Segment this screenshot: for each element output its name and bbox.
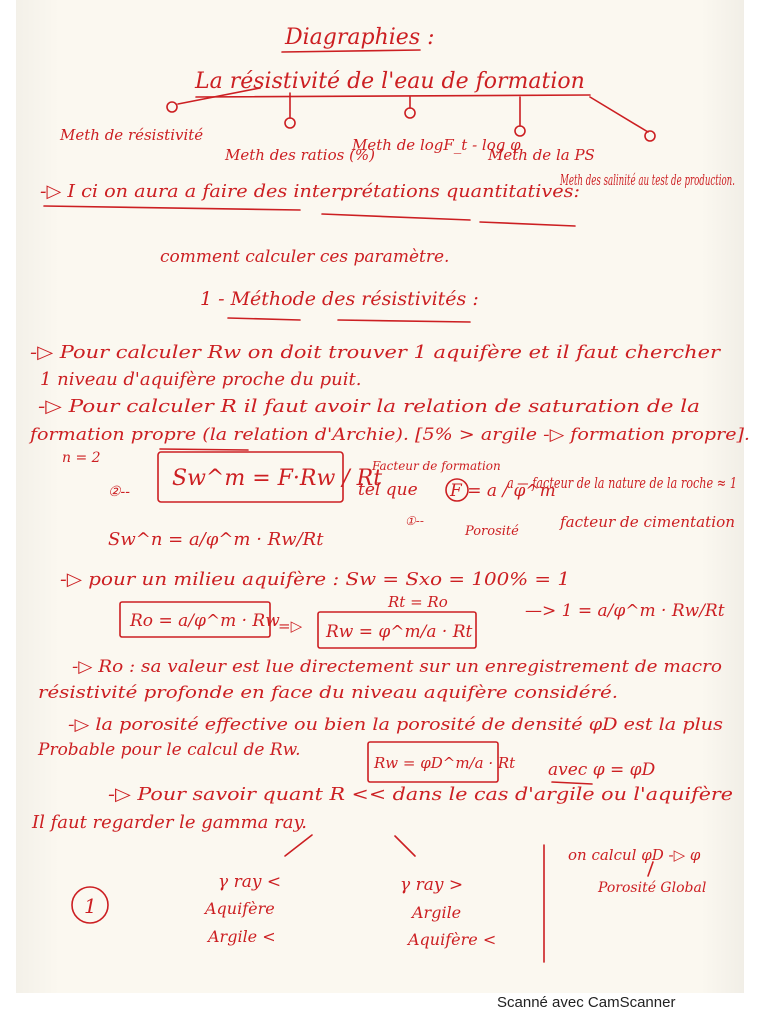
page-subtitle: La résistivité de l'eau de formation bbox=[195, 69, 585, 94]
page-number: 1 bbox=[84, 894, 97, 918]
implies-arrow: =▷ bbox=[278, 617, 303, 635]
line-rw-1: -▷ Pour calculer Rw on doit trouver 1 aquifère et il faut chercher bbox=[30, 342, 722, 363]
tel-que: tel que bbox=[358, 480, 418, 500]
method-salinity: Meth des salinité au test de production. bbox=[559, 171, 735, 189]
porosity-label: Porosité bbox=[465, 524, 519, 539]
formation-factor-label: Facteur de formation bbox=[372, 459, 501, 473]
section-heading: 1 - Méthode des résistivités : bbox=[200, 288, 479, 310]
line-rw-2: 1 niveau d'aquifère proche du puit. bbox=[40, 369, 362, 390]
page-title: Diagraphies : bbox=[285, 25, 435, 50]
scanner-watermark: Scanné avec CamScanner bbox=[497, 994, 676, 1011]
unity-formula: —> 1 = a/φ^m · Rw/Rt bbox=[525, 601, 725, 621]
gamma-high-title: γ ray > bbox=[400, 875, 464, 895]
gamma-low-item-1: Aquifère bbox=[205, 899, 275, 918]
gamma-low-item-2: Argile < bbox=[208, 927, 276, 946]
gamma-high-item-1: Argile bbox=[412, 903, 462, 922]
ro-description-2: résistivité profonde en face du niveau aquifère considéré. bbox=[38, 683, 618, 703]
calc-phi-d: on calcul φD -▷ φ bbox=[568, 846, 701, 864]
title-underline bbox=[282, 50, 420, 52]
aquifer-medium: -▷ pour un milieu aquifère : Sw = Sxo = 100% = 1 bbox=[60, 569, 570, 590]
archie-formula: Sw^m = F·Rw / Rt bbox=[172, 466, 383, 491]
line-archie-1: -▷ Pour calculer R il faut avoir la relation de saturation de la bbox=[38, 396, 700, 417]
ro-formula: Ro = a/φ^m · Rw bbox=[130, 611, 280, 631]
method-ratios: Meth des ratios (%) bbox=[225, 146, 376, 164]
interpretation-underline bbox=[44, 206, 300, 210]
gamma-note-1: -▷ Pour savoir quant R << dans le cas d'argile ou l'aquifère bbox=[108, 784, 733, 805]
cementation-factor: facteur de cimentation bbox=[558, 513, 735, 531]
gamma-high-item-2: Aquifère < bbox=[408, 930, 497, 949]
global-porosity: Porosité Global bbox=[598, 880, 707, 896]
porosity-note-2: Probable pour le calcul de Rw. bbox=[38, 740, 301, 760]
avec-phi: avec φ = φD bbox=[548, 760, 656, 780]
line-interpretation: -▷ I ci on aura a faire des interprétations quantitatives: bbox=[40, 181, 580, 202]
marker-1-small: ①-- bbox=[405, 514, 424, 528]
f-formula: F = a / φ^m bbox=[450, 481, 556, 501]
line-archie-2: formation propre (la relation d'Archie). [5% > argile -▷ formation propre]. bbox=[27, 425, 750, 445]
gamma-note-2: Il faut regarder le gamma ray. bbox=[32, 812, 307, 833]
ro-description-1: -▷ Ro : sa valeur est lue directement sur un enregistrement de macro bbox=[72, 657, 722, 677]
rwd-formula: Rw = φD^m/a · Rt bbox=[374, 754, 516, 772]
rt-equals-ro: Rt = Ro bbox=[388, 593, 448, 611]
nature-factor: a — facteur de la nature de la roche ≈ 1 bbox=[507, 474, 737, 492]
method-logf: Meth de logF_t - log φ bbox=[352, 136, 521, 154]
sw-formula: Sw^n = a/φ^m · Rw/Rt bbox=[108, 529, 324, 550]
porosity-note-1: -▷ la porosité effective ou bien la porosité de densité φD est la plus bbox=[68, 715, 724, 735]
line-calc-params: comment calculer ces paramètre. bbox=[160, 247, 450, 267]
subtitle-underline bbox=[196, 95, 590, 97]
gamma-low-title: γ ray < bbox=[218, 872, 282, 892]
n-value: n = 2 bbox=[62, 450, 101, 466]
rw-formula: Rw = φ^m/a · Rt bbox=[326, 622, 473, 642]
marker-2: ②-- bbox=[108, 484, 131, 500]
method-resistivity: Meth de résistivité bbox=[60, 126, 204, 144]
method-ps: Meth de la PS bbox=[488, 146, 595, 164]
